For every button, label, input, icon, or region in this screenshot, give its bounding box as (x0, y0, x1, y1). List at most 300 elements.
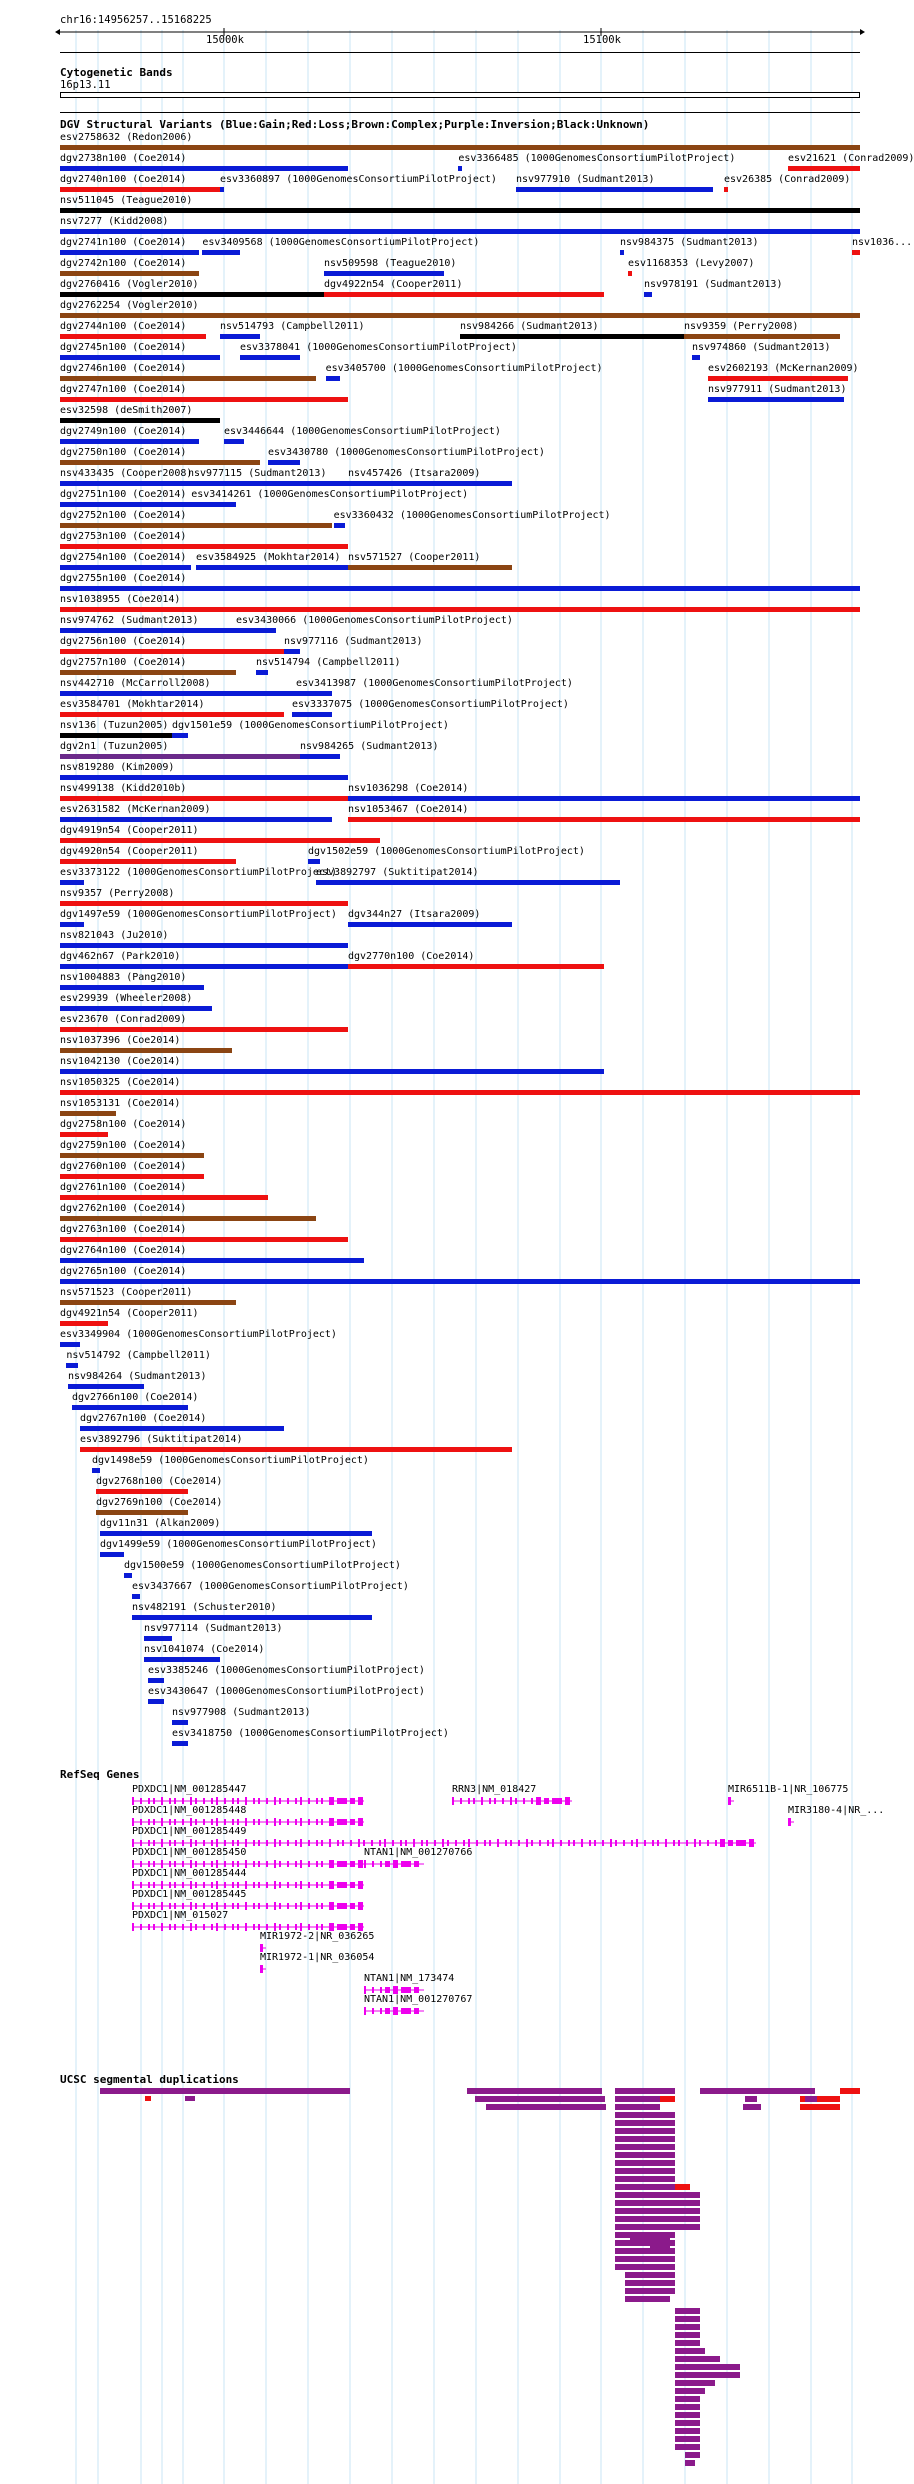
dgv-feature-bar[interactable] (334, 523, 345, 528)
dgv-feature-label: esv3446644 (1000GenomesConsortiumPilotProject) (224, 426, 501, 437)
segdup-feature[interactable] (615, 2152, 675, 2158)
dgv-feature-bar[interactable] (60, 523, 332, 528)
dgv-feature-label: dgv2738n100 (Coe2014) (60, 153, 187, 164)
dgv-feature-label: nsv1053467 (Coe2014) (348, 804, 469, 815)
refseq-gene-model[interactable] (452, 1796, 576, 1806)
dgv-feature-bar[interactable] (60, 1111, 116, 1116)
dgv-feature-label: dgv2746n100 (Coe2014) (60, 363, 187, 374)
dgv-feature-label: esv3418750 (1000GenomesConsortiumPilotProject) (172, 1728, 449, 1739)
dgv-feature-bar[interactable] (852, 250, 860, 255)
dgv-feature-label: esv3437667 (1000GenomesConsortiumPilotProject) (132, 1581, 409, 1592)
refseq-gene-model[interactable] (728, 1796, 736, 1806)
dgv-feature-label: dgv2769n100 (Coe2014) (96, 1497, 223, 1508)
segdup-feature[interactable] (625, 2272, 675, 2278)
segdup-feature[interactable] (700, 2088, 815, 2094)
dgv-feature-bar[interactable] (348, 964, 604, 969)
dgv-feature-label: nsv509598 (Teague2010) (324, 258, 457, 269)
dgv-feature-label: nsv977114 (Sudmant2013) (144, 1623, 283, 1634)
dgv-feature-label: nsv1036298 (Coe2014) (348, 783, 469, 794)
dgv-feature-label: nsv442710 (McCarroll2008) (60, 678, 211, 689)
dgv-feature-bar[interactable] (60, 817, 332, 822)
segdup-feature[interactable] (615, 2216, 675, 2222)
dgv-feature-bar[interactable] (60, 691, 296, 696)
dgv-feature-label: esv3430647 (1000GenomesConsortiumPilotProject) (148, 1686, 425, 1697)
dgv-feature-bar[interactable] (60, 754, 300, 759)
segdup-feature[interactable] (486, 2104, 606, 2110)
dgv-feature-label: esv29939 (Wheeler2008) (60, 993, 193, 1004)
dgv-feature-bar[interactable] (60, 1258, 364, 1263)
segdup-feature[interactable] (660, 2096, 675, 2102)
dgv-feature-label: nsv974860 (Sudmant2013) (692, 342, 831, 353)
dgv-feature-label: dgv2763n100 (Coe2014) (60, 1224, 187, 1235)
segdup-feature[interactable] (675, 2340, 700, 2346)
segdup-feature[interactable] (675, 2308, 700, 2314)
dgv-feature-label: nsv457426 (Itsara2009) (348, 468, 481, 479)
dgv-feature-bar[interactable] (60, 1069, 604, 1074)
segdup-feature[interactable] (475, 2096, 605, 2102)
dgv-feature-label: nsv1050325 (Coe2014) (60, 1077, 181, 1088)
ruler[interactable] (0, 24, 890, 64)
dgv-feature-label: nsv977911 (Sudmant2013) (708, 384, 847, 395)
segdup-feature[interactable] (625, 2288, 675, 2294)
refseq-gene-label: MIR3180-4|NR_... (788, 1805, 885, 1816)
refseq-gene-label: PDXDC1|NM_001285447 (132, 1784, 247, 1795)
dgv-feature-bar[interactable] (60, 964, 348, 969)
dgv-feature-bar[interactable] (644, 292, 652, 297)
dgv-feature-label: esv3360432 (1000GenomesConsortiumPilotProject) (333, 510, 611, 521)
dgv-feature-bar[interactable] (60, 607, 860, 612)
dgv-feature-label: nsv514793 (Campbell2011) (220, 321, 365, 332)
segdup-feature[interactable] (615, 2192, 675, 2198)
refseq-gene-label: MIR1972-1|NR_036054 (260, 1952, 375, 1963)
segdup-feature[interactable] (675, 2192, 700, 2198)
dgv-feature-bar[interactable] (60, 565, 191, 570)
refseq-gene-label: RRN3|NM_018427 (452, 1784, 537, 1795)
dgv-feature-label: nsv819280 (Kim2009) (60, 762, 175, 773)
dgv-feature-bar[interactable] (348, 565, 512, 570)
dgv-feature-label: dgv1498e59 (1000GenomesConsortiumPilotProject) (92, 1455, 369, 1466)
dgv-feature-label: dgv2767n100 (Coe2014) (80, 1413, 207, 1424)
dgv-feature-bar[interactable] (60, 250, 199, 255)
segdup-feature[interactable] (615, 2176, 675, 2182)
dgv-feature-bar[interactable] (220, 334, 260, 339)
cytoband-label: 16p13.11 (60, 79, 111, 91)
segdup-feature[interactable] (615, 2264, 675, 2270)
dgv-feature-label: dgv2758n100 (Coe2014) (60, 1119, 187, 1130)
segdup-feature[interactable] (675, 2316, 700, 2322)
dgv-feature-bar[interactable] (60, 481, 188, 486)
dgv-feature-bar[interactable] (60, 313, 860, 318)
dgv-feature-bar[interactable] (68, 1384, 144, 1389)
dgv-feature-bar[interactable] (788, 166, 860, 171)
dgv-feature-bar[interactable] (60, 166, 348, 171)
dgv-feature-bar[interactable] (100, 1552, 124, 1557)
dgv-feature-bar[interactable] (60, 1300, 236, 1305)
dgv-feature-bar[interactable] (60, 145, 860, 150)
segdup-feature[interactable] (675, 2444, 700, 2450)
dgv-feature-bar[interactable] (132, 1615, 372, 1620)
dgv-feature-label: esv3385246 (1000GenomesConsortiumPilotProject) (148, 1665, 425, 1676)
dgv-feature-bar[interactable] (60, 1090, 860, 1095)
segdup-feature[interactable] (675, 2428, 700, 2434)
dgv-feature-label: dgv2n1 (Tuzun2005) (60, 741, 169, 752)
dgv-feature-bar[interactable] (256, 670, 268, 675)
segdup-feature[interactable] (840, 2088, 860, 2094)
dgv-feature-label: esv21621 (Conrad2009) (788, 153, 914, 164)
dgv-feature-label: dgv2753n100 (Coe2014) (60, 531, 187, 542)
dgv-feature-label: nsv984264 (Sudmant2013) (68, 1371, 207, 1382)
dgv-feature-bar[interactable] (236, 628, 276, 633)
dgv-feature-label: dgv1500e59 (1000GenomesConsortiumPilotProject) (124, 1560, 401, 1571)
dgv-feature-bar[interactable] (308, 859, 320, 864)
segdup-feature[interactable] (615, 2200, 675, 2206)
track-separator (60, 112, 860, 113)
dgv-feature-label: dgv2745n100 (Coe2014) (60, 342, 187, 353)
dgv-feature-label: esv3405700 (1000GenomesConsortiumPilotProject) (325, 363, 603, 374)
dgv-feature-label: dgv2765n100 (Coe2014) (60, 1266, 187, 1277)
dgv-feature-bar[interactable] (324, 292, 604, 297)
segdup-feature[interactable] (675, 2184, 690, 2190)
location-label: chr16:14956257..15168225 (60, 14, 212, 26)
refseq-gene-label: NTAN1|NM_001270767 (364, 1994, 473, 2005)
dgv-feature-label: esv3378041 (1000GenomesConsortiumPilotProject) (240, 342, 517, 353)
segdup-feature[interactable] (675, 2412, 700, 2418)
segdup-feature[interactable] (615, 2184, 675, 2190)
dgv-feature-label: nsv1041074 (Coe2014) (144, 1644, 265, 1655)
dgv-feature-label: dgv2752n100 (Coe2014) (60, 510, 187, 521)
dgv-feature-bar[interactable] (148, 1699, 164, 1704)
dgv-feature-bar[interactable] (684, 334, 840, 339)
dgv-feature-label: nsv984266 (Sudmant2013) (460, 321, 599, 332)
segdup-feature[interactable] (675, 2224, 700, 2230)
dgv-feature-bar[interactable] (60, 418, 220, 423)
dgv-feature-label: dgv2766n100 (Coe2014) (72, 1392, 199, 1403)
dgv-feature-bar[interactable] (240, 355, 300, 360)
dgv-feature-bar[interactable] (300, 754, 340, 759)
dgv-feature-bar[interactable] (60, 922, 84, 927)
dgv-feature-label: esv3414261 (1000GenomesConsortiumPilotProject) (191, 489, 469, 500)
dgv-feature-bar[interactable] (124, 1573, 132, 1578)
refseq-gene-model[interactable] (364, 1859, 428, 1869)
dgv-feature-bar[interactable] (60, 439, 199, 444)
segdup-feature[interactable] (615, 2144, 675, 2150)
dgv-feature-bar[interactable] (628, 271, 632, 276)
dgv-feature-label: esv2631582 (McKernan2009) (60, 804, 211, 815)
segdup-feature[interactable] (675, 2380, 715, 2386)
segdup-feature[interactable] (615, 2088, 675, 2094)
dgv-feature-bar[interactable] (60, 334, 206, 339)
refseq-gene-model[interactable] (788, 1817, 796, 1827)
segdup-feature[interactable] (615, 2112, 675, 2118)
dgv-feature-label: nsv499138 (Kidd2010b) (60, 783, 187, 794)
dgv-feature-bar[interactable] (60, 292, 324, 297)
dgv-feature-bar[interactable] (516, 187, 713, 192)
segdup-feature[interactable] (625, 2280, 675, 2286)
dgv-feature-label: nsv9359 (Perry2008) (684, 321, 799, 332)
ruler-tick-label: 15100k (583, 34, 621, 46)
dgv-feature-bar[interactable] (196, 565, 348, 570)
dgv-feature-bar[interactable] (60, 733, 172, 738)
dgv-feature-label: dgv2762254 (Vogler2010) (60, 300, 199, 311)
segdup-feature[interactable] (467, 2088, 602, 2094)
cytoband-bar[interactable] (60, 92, 860, 98)
dgv-feature-bar[interactable] (316, 880, 620, 885)
segdup-feature[interactable] (615, 2120, 675, 2126)
dgv-feature-label: dgv2755n100 (Coe2014) (60, 573, 187, 584)
segdup-feature[interactable] (615, 2160, 675, 2166)
dgv-feature-label: esv3349904 (1000GenomesConsortiumPilotProject) (60, 1329, 337, 1340)
dgv-feature-label: nsv1042130 (Coe2014) (60, 1056, 181, 1067)
dgv-feature-bar[interactable] (268, 460, 300, 465)
refseq-gene-label: PDXDC1|NM_001285449 (132, 1826, 247, 1837)
dgv-feature-bar[interactable] (708, 397, 844, 402)
dgv-feature-bar[interactable] (60, 628, 236, 633)
segdup-feature[interactable] (675, 2436, 700, 2442)
segdup-track-title: UCSC segmental duplications (60, 2073, 239, 2086)
dgv-feature-bar[interactable] (191, 502, 236, 507)
dgv-feature-bar[interactable] (60, 1048, 232, 1053)
dgv-feature-bar[interactable] (202, 250, 240, 255)
dgv-feature-bar[interactable] (284, 649, 300, 654)
segdup-feature[interactable] (675, 2372, 740, 2378)
refseq-gene-label: PDXDC1|NM_001285445 (132, 1889, 247, 1900)
segdup-feature[interactable] (675, 2208, 700, 2214)
dgv-feature-label: nsv984265 (Sudmant2013) (300, 741, 439, 752)
dgv-feature-label: dgv4921n54 (Cooper2011) (60, 1308, 199, 1319)
dgv-feature-bar[interactable] (708, 376, 848, 381)
dgv-feature-label: nsv1004883 (Pang2010) (60, 972, 187, 983)
dgv-feature-bar[interactable] (60, 502, 191, 507)
dgv-feature-bar[interactable] (60, 901, 348, 906)
dgv-feature-bar[interactable] (460, 334, 684, 339)
segdup-feature-area[interactable] (0, 2084, 890, 2484)
segdup-feature[interactable] (615, 2168, 675, 2174)
segdup-feature[interactable] (675, 2324, 700, 2330)
dgv-feature-bar[interactable] (188, 481, 348, 486)
dgv-feature-bar[interactable] (172, 1741, 188, 1746)
dgv-feature-label: dgv2762n100 (Coe2014) (60, 1203, 187, 1214)
segdup-feature[interactable] (675, 2388, 705, 2394)
segdup-feature[interactable] (625, 2296, 670, 2302)
dgv-feature-label: dgv1502e59 (1000GenomesConsortiumPilotProject) (308, 846, 585, 857)
segdup-feature[interactable] (745, 2096, 757, 2102)
dgv-feature-bar[interactable] (60, 775, 348, 780)
segdup-feature[interactable] (100, 2088, 350, 2094)
dgv-feature-bar[interactable] (172, 733, 188, 738)
refseq-gene-model[interactable] (260, 1964, 268, 1974)
dgv-feature-label: dgv2756n100 (Coe2014) (60, 636, 187, 647)
dgv-feature-label: dgv2751n100 (Coe2014) (60, 489, 187, 500)
segdup-feature[interactable] (650, 2244, 670, 2250)
dgv-feature-bar[interactable] (60, 1195, 268, 1200)
segdup-feature[interactable] (185, 2096, 195, 2101)
dgv-feature-bar[interactable] (60, 1027, 348, 1032)
dgv-feature-bar[interactable] (60, 1279, 860, 1284)
segdup-feature[interactable] (743, 2104, 761, 2110)
dgv-feature-label: esv23670 (Conrad2009) (60, 1014, 187, 1025)
dgv-feature-label: nsv1038955 (Coe2014) (60, 594, 181, 605)
segdup-feature[interactable] (675, 2332, 700, 2338)
segdup-feature[interactable] (685, 2460, 695, 2466)
dgv-feature-label: dgv2768n100 (Coe2014) (96, 1476, 223, 1487)
dgv-feature-bar[interactable] (148, 1678, 164, 1683)
dgv-feature-label: nsv1036... (852, 237, 913, 248)
dgv-feature-bar[interactable] (60, 943, 348, 948)
segdup-feature[interactable] (675, 2348, 705, 2354)
dgv-feature-bar[interactable] (60, 1216, 316, 1221)
dgv-feature-bar[interactable] (80, 1447, 512, 1452)
dgv-feature-bar[interactable] (60, 859, 236, 864)
dgv-feature-bar[interactable] (60, 838, 380, 843)
dgv-feature-label: esv3892797 (Suktitipat2014) (316, 867, 479, 878)
segdup-feature[interactable] (800, 2104, 840, 2110)
dgv-feature-label: dgv2754n100 (Coe2014) (60, 552, 187, 563)
dgv-feature-bar[interactable] (60, 880, 84, 885)
segdup-feature[interactable] (615, 2224, 675, 2230)
dgv-feature-bar[interactable] (60, 376, 316, 381)
segdup-feature[interactable] (675, 2364, 740, 2370)
dgv-feature-bar[interactable] (60, 271, 199, 276)
dgv-feature-bar[interactable] (96, 1489, 188, 1494)
dgv-feature-bar[interactable] (60, 544, 348, 549)
dgv-feature-label: nsv1053131 (Coe2014) (60, 1098, 181, 1109)
segdup-feature[interactable] (615, 2256, 675, 2262)
segdup-feature[interactable] (675, 2356, 720, 2362)
dgv-feature-bar[interactable] (224, 439, 244, 444)
segdup-feature[interactable] (615, 2104, 660, 2110)
dgv-feature-label: esv3892796 (Suktitipat2014) (80, 1434, 243, 1445)
dgv-feature-label: dgv4919n54 (Cooper2011) (60, 825, 199, 836)
dgv-feature-label: dgv1501e59 (1000GenomesConsortiumPilotProject) (172, 720, 449, 731)
dgv-feature-bar[interactable] (60, 355, 220, 360)
dgv-feature-label: dgv2770n100 (Coe2014) (348, 951, 475, 962)
dgv-feature-bar[interactable] (60, 796, 348, 801)
dgv-feature-bar[interactable] (172, 1720, 188, 1725)
segdup-feature[interactable] (145, 2096, 151, 2101)
dgv-feature-bar[interactable] (348, 481, 512, 486)
dgv-feature-bar[interactable] (144, 1657, 220, 1662)
dgv-feature-label: nsv433435 (Cooper2008) (60, 468, 193, 479)
refseq-gene-label: NTAN1|NM_001270766 (364, 1847, 473, 1858)
dgv-feature-label: nsv977910 (Sudmant2013) (516, 174, 655, 185)
dgv-feature-label: nsv136 (Tuzun2005) (60, 720, 169, 731)
dgv-feature-bar[interactable] (60, 397, 348, 402)
dgv-feature-bar[interactable] (620, 250, 624, 255)
dgv-feature-bar[interactable] (348, 922, 512, 927)
dgv-feature-label: esv3584701 (Mokhtar2014) (60, 699, 205, 710)
dgv-feature-label: dgv11n31 (Alkan2009) (100, 1518, 221, 1529)
dgv-feature-bar[interactable] (60, 460, 260, 465)
dgv-feature-bar[interactable] (60, 649, 284, 654)
dgv-feature-bar[interactable] (348, 796, 860, 801)
dgv-feature-label: dgv2750n100 (Coe2014) (60, 447, 187, 458)
dgv-feature-bar[interactable] (132, 1594, 140, 1599)
cytoband-track-title: Cytogenetic Bands (60, 66, 173, 79)
segdup-feature[interactable] (675, 2404, 700, 2410)
dgv-feature-bar[interactable] (692, 355, 700, 360)
dgv-feature-label: esv3430780 (1000GenomesConsortiumPilotProject) (268, 447, 545, 458)
dgv-feature-bar[interactable] (60, 208, 860, 213)
dgv-feature-label: dgv462n67 (Park2010) (60, 951, 181, 962)
dgv-feature-bar[interactable] (144, 1636, 172, 1641)
dgv-feature-label: dgv2742n100 (Coe2014) (60, 258, 187, 269)
segdup-feature[interactable] (675, 2420, 700, 2426)
dgv-feature-bar[interactable] (60, 1153, 204, 1158)
segdup-feature[interactable] (685, 2452, 700, 2458)
dgv-feature-bar[interactable] (60, 586, 860, 591)
dgv-feature-label: nsv821043 (Ju2010) (60, 930, 169, 941)
segdup-feature[interactable] (630, 2234, 670, 2240)
dgv-feature-label: dgv2749n100 (Coe2014) (60, 426, 187, 437)
dgv-feature-bar[interactable] (60, 1237, 348, 1242)
dgv-feature-label: dgv344n27 (Itsara2009) (348, 909, 481, 920)
dgv-feature-bar[interactable] (100, 1531, 372, 1536)
dgv-feature-bar[interactable] (296, 691, 332, 696)
refseq-gene-label: PDXDC1|NM_001285448 (132, 1805, 247, 1816)
dgv-feature-label: nsv977116 (Sudmant2013) (284, 636, 423, 647)
segdup-feature[interactable] (615, 2136, 675, 2142)
dgv-feature-bar[interactable] (292, 712, 332, 717)
segdup-feature[interactable] (615, 2208, 675, 2214)
dgv-feature-label: esv2602193 (McKernan2009) (708, 363, 859, 374)
refseq-gene-model[interactable] (364, 2006, 428, 2016)
dgv-feature-label: nsv1037396 (Coe2014) (60, 1035, 181, 1046)
dgv-feature-label: nsv482191 (Schuster2010) (132, 1602, 277, 1613)
dgv-feature-label: nsv514792 (Campbell2011) (66, 1350, 211, 1361)
segdup-feature[interactable] (805, 2096, 817, 2102)
refseq-gene-label: MIR6511B-1|NR_106775 (728, 1784, 849, 1795)
dgv-track-title: DGV Structural Variants (Blue:Gain;Red:Loss;Brown:Complex;Purple:Inversion;Black:Unknown) (60, 118, 650, 131)
dgv-feature-label: nsv571527 (Cooper2011) (348, 552, 481, 563)
dgv-feature-bar[interactable] (60, 985, 204, 990)
dgv-feature-bar[interactable] (92, 1468, 100, 1473)
dgv-feature-bar[interactable] (60, 229, 860, 234)
dgv-feature-bar[interactable] (72, 1405, 188, 1410)
segdup-feature[interactable] (615, 2128, 675, 2134)
dgv-feature-bar[interactable] (60, 1321, 108, 1326)
dgv-feature-bar[interactable] (60, 1174, 204, 1179)
dgv-feature-bar[interactable] (60, 187, 220, 192)
dgv-feature-label: dgv2757n100 (Coe2014) (60, 657, 187, 668)
dgv-feature-label: esv3337075 (1000GenomesConsortiumPilotProject) (292, 699, 569, 710)
dgv-feature-bar[interactable] (60, 1006, 212, 1011)
dgv-feature-bar[interactable] (96, 1510, 188, 1515)
dgv-feature-bar[interactable] (66, 1363, 77, 1368)
dgv-feature-bar[interactable] (60, 1132, 108, 1137)
dgv-feature-bar[interactable] (80, 1426, 284, 1431)
dgv-feature-label: esv3430066 (1000GenomesConsortiumPilotProject) (236, 615, 513, 626)
segdup-feature[interactable] (675, 2216, 700, 2222)
dgv-feature-bar[interactable] (458, 166, 461, 171)
dgv-feature-label: esv3366485 (1000GenomesConsortiumPilotProject) (458, 153, 736, 164)
dgv-feature-bar[interactable] (60, 712, 284, 717)
refseq-gene-label: PDXDC1|NM_001285444 (132, 1868, 247, 1879)
dgv-feature-label: nsv571523 (Cooper2011) (60, 1287, 193, 1298)
dgv-feature-bar[interactable] (60, 670, 236, 675)
dgv-feature-bar[interactable] (60, 1342, 80, 1347)
dgv-feature-bar[interactable] (348, 817, 860, 822)
dgv-feature-label: esv32598 (deSmith2007) (60, 405, 193, 416)
dgv-feature-bar[interactable] (220, 187, 224, 192)
dgv-feature-bar[interactable] (724, 187, 728, 192)
track-separator (60, 52, 860, 53)
refseq-gene-label: PDXDC1|NM_015027 (132, 1910, 229, 1921)
dgv-feature-label: dgv2761n100 (Coe2014) (60, 1182, 187, 1193)
segdup-feature[interactable] (675, 2200, 700, 2206)
dgv-feature-bar[interactable] (324, 271, 444, 276)
segdup-feature[interactable] (675, 2396, 700, 2402)
dgv-feature-bar[interactable] (326, 376, 340, 381)
